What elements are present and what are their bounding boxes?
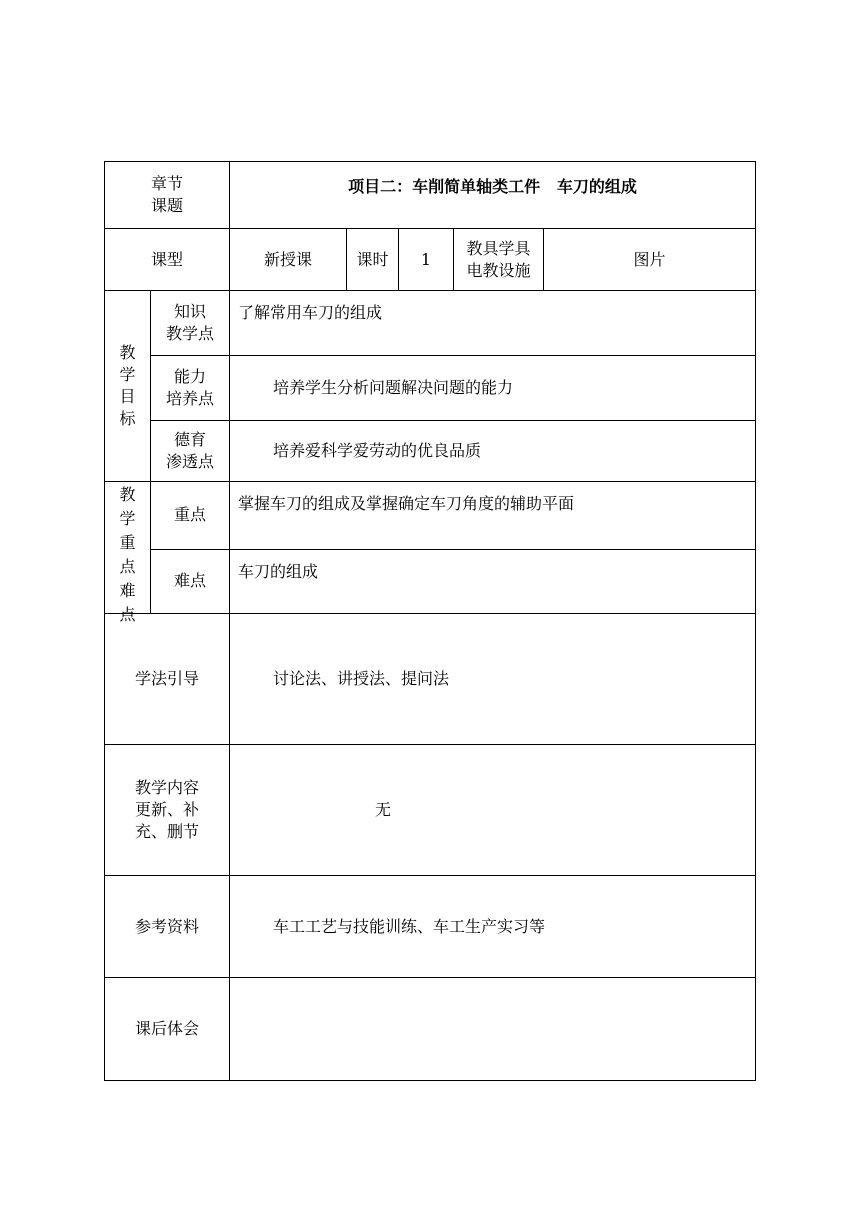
reflection-value [230,978,756,1081]
teaching-aids-value: 图片 [544,229,756,291]
content-update-row [105,745,756,876]
content-update-value: 无 [230,745,756,876]
objectives-group-char: 教 [119,343,136,362]
methods-row [105,614,756,745]
objective-label-line2: 渗透点 [166,452,215,471]
reflection-row [105,978,756,1081]
objective-value-knowledge: 了解常用车刀的组成 [230,291,756,356]
objectives-group-char: 标 [119,409,136,428]
key-point-value-focus: 掌握车刀的组成及掌握确定车刀角度的辅助平面 [230,482,756,550]
key-points-group-label [105,482,151,624]
objective-label-line2: 培养点 [166,389,215,408]
lesson-plan-table [104,161,756,1081]
objective-value-moral: 培养爱科学爱劳动的优良品质 [230,421,756,482]
references-value: 车工工艺与技能训练、车工生产实习等 [230,876,756,978]
key-points-group-char: 点 [119,605,136,624]
objectives-group-char: 学 [119,365,136,384]
key-points-group-char: 教 [119,485,136,504]
course-info-row [105,229,756,291]
references-row [105,876,756,978]
key-points-group-char: 点 [119,557,136,576]
key-point-row-focus [105,482,756,550]
objective-value-ability: 培养学生分析问题解决问题的能力 [230,356,756,421]
lesson-plan-sheet [104,161,755,1081]
content-update-label-line3: 充、删节 [135,822,200,841]
key-points-group-char: 学 [119,509,136,528]
objective-label-ability [151,356,230,421]
objectives-group-char: 目 [119,387,136,406]
title-row [105,162,756,229]
class-hours-label: 课时 [347,229,399,291]
objective-row-ability [105,356,756,421]
objective-label-knowledge [151,291,230,356]
objective-label-line2: 教学点 [166,324,215,343]
key-point-row-difficulty [105,549,756,614]
key-point-label-difficulty: 难点 [151,549,230,614]
chapter-label-line2: 课题 [151,196,184,215]
key-point-label-focus: 重点 [151,482,230,550]
content-update-label-line1: 教学内容 [135,778,200,797]
content-update-label-cell [105,745,230,876]
chapter-label-cell [105,162,230,229]
teaching-aids-label-line2: 电教设施 [466,260,531,280]
key-points-group-char: 难 [119,581,136,600]
objective-label-line1: 能力 [174,367,207,386]
key-point-value-difficulty: 车刀的组成 [230,549,756,614]
references-label: 参考资料 [105,876,230,978]
methods-label: 学法引导 [105,614,230,745]
objective-row-moral [105,421,756,482]
content-update-label-line2: 更新、补 [135,800,200,819]
objective-label-line1: 德育 [174,430,207,449]
chapter-label-line1: 章节 [151,174,184,193]
objective-label-line1: 知识 [174,302,207,321]
objective-label-moral [151,421,230,482]
methods-value: 讨论法、讲授法、提问法 [230,614,756,745]
objective-row-knowledge [105,291,756,356]
objectives-group-label [105,291,151,482]
course-type-value: 新授课 [230,229,347,291]
course-type-label: 课型 [105,229,230,291]
class-hours-value: 1 [399,229,454,291]
key-points-group-char: 重 [119,533,136,552]
lesson-title: 项目二：车削简单轴类工件 车刀的组成 [230,162,756,229]
reflection-label: 课后体会 [105,978,230,1081]
teaching-aids-label-cell [454,229,544,291]
teaching-aids-label-line1: 教具学具 [466,238,531,258]
